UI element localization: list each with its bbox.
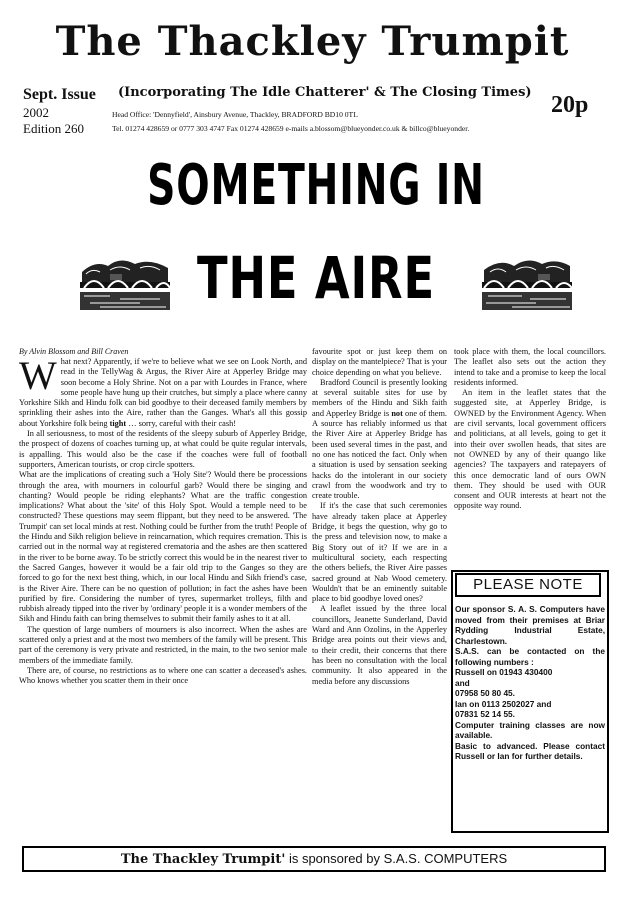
bridge-woodcut-right-image [482, 252, 572, 310]
issue-edition: Edition 260 [23, 121, 85, 136]
notice-body [455, 604, 605, 762]
article-paragraph: There are, of course, no restrictions as to where one can scatter a deceased's ashes. Who knows whether you scatter them in their once [19, 665, 307, 686]
headline-line1: SOMETHING IN [147, 153, 485, 218]
footer-text: is sponsored by S.A.S. COMPUTERS [288, 851, 508, 866]
contact-line: Tel. 01274 428659 or 0777 303 4747 Fax 01274 428659 e-mails a.blossom@blueyonder.co.uk & billco@blueyonder. [112, 124, 470, 133]
article-column-3 [454, 347, 606, 512]
article-paragraph: Bradford Council is presently looking at several suitable sites for use by members of the Hindu and Sikh faith and Apperley Bridge is [312, 377, 447, 418]
article-paragraph: … sorry, careful with their cash! [128, 418, 237, 428]
drop-cap: W [19, 353, 57, 398]
article-paragraph: favourite spot or just keep them on display on the mantelpiece? That is your choice depending on what you believe. [312, 347, 447, 377]
sponsor-footer [22, 846, 606, 872]
notice-phone: 07958 50 80 45. [455, 688, 515, 698]
price: 20p [551, 92, 589, 118]
article-paragraph: An item in the leaflet states that the suggested site, at Apperley Bridge, is OWNED by the Environment Agency. When are civil servants, local government officers and politicians, at all levels, going to get it into their over swollen heads, that sites are not OWNED by any of their quango like agencies? The taxpayers and ratepayers of this once democratic land of ours OWN them. They should be used with OUR consent and OUR interests at heart not the opposite way round. [454, 388, 606, 511]
article-paragraph: one of them. A source has reliably informed us that the River Aire at Apperley Bridge has been used several times in the past, and no one has noticed the fact. Only when a situation is used by sensation seeking hacks do the intolerant in our society crawl from the woodwork and try to create trouble. [312, 408, 447, 501]
article-column-2 [312, 347, 447, 687]
notice-heading: PLEASE NOTE [455, 573, 601, 597]
notice-phone: 07831 52 14 55. [455, 709, 515, 719]
headline-line2: THE AIRE [197, 244, 435, 312]
article-paragraph: The question of large numbers of mourners is also incorrect. When the ashes are scattered only a priest and at the most two members of the family will be present. This part of the ceremony is very private and restricted, in the main, to the two senior male members of the immediate family. [19, 624, 307, 665]
notice-phone: Ian on 0113 2502027 and [455, 698, 552, 709]
issue-month: Sept. Issue [23, 86, 96, 103]
incorporating-line: (Incorporating The Idle Chatterer' & The Closing Times) [118, 85, 532, 100]
notice-text: Computer training classes are now available. [455, 719, 605, 740]
article-paragraph: What are the implications of creating such a 'Holy Site'? Would there be processions through the area, with mourners in colourful garb? Would there be singing and chanting? Would people be riding elephants? What are the traffic congestion implications? What about the 'site' of this Holy Spot. Would a temple need to be constructed? These questions may seem flippant, but they need to be answered. 'The Trumpit' can set local minds at rest. Nothing could be further from the truth! People of the Hindu and Sikh religion believe in reincarnation, which requires cremation. This is carried out in the normal way at registered crematoria and the ashes are then scattered in the river to be borne away. To be strictly correct this would be in the nearest river to the Sacred Ganges, however it would be a fair old trip to the Ganges so they are forced to go for the next best thing, which, in our local Hindu and Sikh friend's case, is the River Aire. There can be no question of pollution; in fact the ashes have been purified by fire. Considering the number of tyres, supermarket trolleys, filth and rubbish already tipped into the river by 'ordinary' people it is a wonder members of the Sikh and Hindu faith can bring themselves to submit their family ashes to it at all. [19, 470, 307, 624]
article-emphasis: tight [109, 418, 127, 428]
bridge-woodcut-left-image [80, 252, 170, 310]
masthead-title: The Thackley Trumpit [55, 18, 570, 65]
notice-text: and [455, 677, 470, 688]
article-emphasis: not [391, 408, 403, 418]
article-paragraph: hat next? Apparently, if we're to believe what we see on Look North, and read in the TellyWag & Argus, the River Aire at Apperley Bridge may soon become a Holy Shrine. Not on a par with Lourdes in France, where some people have hung up their crutches, but simply a place where canny Yorkshire Sikh and Hindu folk can bid goodbye to their deceased family members by sprinkling their ashes into the Aire, rather than the Ganges. What's all this gossip about Yorkshire folk being [19, 357, 307, 428]
article-paragraph: If it's the case that such ceremonies have already taken place at Apperley Bridge, it begs the question, why go to the press and television now, to make a Big Story out of it? If we are in a multicultural society, each respecting the others beliefs, the River Aire passes sacred ground at Nab Wood cemetery. Wouldn't that be an eminently suitable place to bid goodbye loved ones? [312, 501, 447, 604]
notice-text: S.A.S. can be contacted on the following numbers : [455, 646, 605, 667]
byline: By Alvin Blossom and Bill Craven [19, 347, 129, 356]
article-paragraph: A leaflet issued by the three local councillors, Jeanette Sunderland, David Ward and Ann Ozolins, in the Apperley Bridge area points out their views and, to their credit, their concerns that there has been no consultation with the local community. It also appeared in the media before any discussions [312, 604, 447, 686]
footer-paper-name: The Thackley Trumpit' [120, 852, 286, 867]
article-column-1 [19, 353, 307, 687]
notice-phone: Russell on 01943 430400 [455, 667, 553, 677]
issue-year: 2002 [23, 105, 49, 120]
notice-text: Basic to advanced. Please contact Russell or Ian for further details. [455, 740, 605, 761]
head-office: Head Office: 'Dennyfield', Ainsbury Avenue, Thackley, BRADFORD BD10 0TL [112, 110, 358, 119]
article-paragraph: took place with them, the local councillors. The leaflet also sets out the action they intend to take and a promise to keep the local residents informed. [454, 347, 606, 387]
notice-text: Our sponsor S. A. S. Computers have moved from their premises at Briar Rydding Industrial Estate, Charlestown. [455, 604, 605, 646]
article-paragraph: In all seriousness, to most of the residents of the sleepy suburb of Apperley Bridge, the prospect of dozens of coaches turning up, at what could be quite regular intervals, is appalling. This would also be the case if the coaches were full of football supporters, American tourists, or crop circle spotters. [19, 429, 307, 469]
